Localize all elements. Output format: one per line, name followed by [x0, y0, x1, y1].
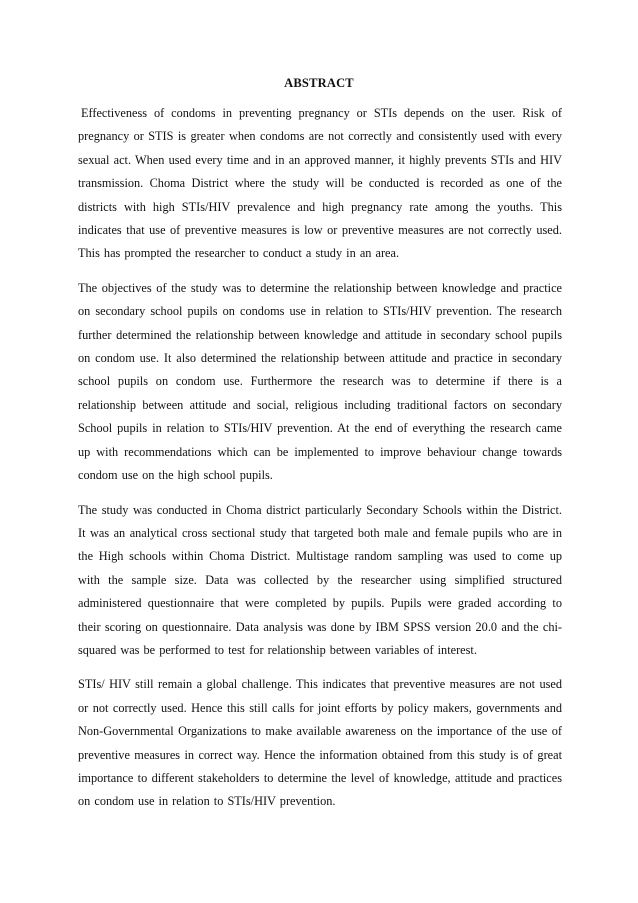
abstract-body: [78, 102, 562, 825]
abstract-heading: ABSTRACT: [284, 76, 354, 90]
abstract-paragraph-4: STIs/ HIV still remain a global challenge. This indicates that preventive measures are not used or not correctly used. Hence this still calls for joint efforts by policy makers, governments and Non-Governmental Organizations to make available awareness on the importance of the use of preventive measures in correct way. Hence the information obtained from this study is of great importance to different stakeholders to determine the level of knowledge, attitude and practices on condom use in relation to STIs/HIV prevention.: [78, 677, 562, 809]
abstract-paragraph-1: Effectiveness of condoms in preventing pregnancy or STIs depends on the user. Risk of pregnancy or STIS is greater when condoms are not correctly and consistently used with every sexual act. When used every time and in an approved manner, it highly prevents STIs and HIV transmission. Choma District where the study will be conducted is recorded as one of the districts with high STIs/HIV prevalence and high pregnancy rate among the youths. This indicates that use of preventive measures is low or preventive measures are not correctly used. This has prompted the researcher to conduct a study in an area.: [78, 106, 562, 261]
abstract-paragraph-2: The objectives of the study was to determine the relationship between knowledge and practice on secondary school pupils on condoms use in relation to STIs/HIV prevention. The research further determined the relationship between knowledge and attitude in secondary school pupils on condom use. It also determined the relationship between attitude and practice in secondary school pupils on condom use. Furthermore the research was to determine if there is a relationship between attitude and social, religious including traditional factors on secondary School pupils in relation to STIs/HIV prevention. At the end of everything the research came up with recommendations which can be implemented to improve behaviour change towards condom use on the high school pupils.: [78, 280, 562, 483]
abstract-paragraph-3: The study was conducted in Choma district particularly Secondary Schools within the District. It was an analytical cross sectional study that targeted both male and female pupils who are in the High schools within Choma District. Multistage random sampling was used to come up with the sample size. Data was collected by the researcher using simplified structured administered questionnaire that were completed by pupils. Pupils were graded according to their scoring on questionnaire. Data analysis was done by IBM SPSS version 20.0 and the chi-squared was be performed to test for relationship between variables of interest.: [78, 502, 562, 657]
